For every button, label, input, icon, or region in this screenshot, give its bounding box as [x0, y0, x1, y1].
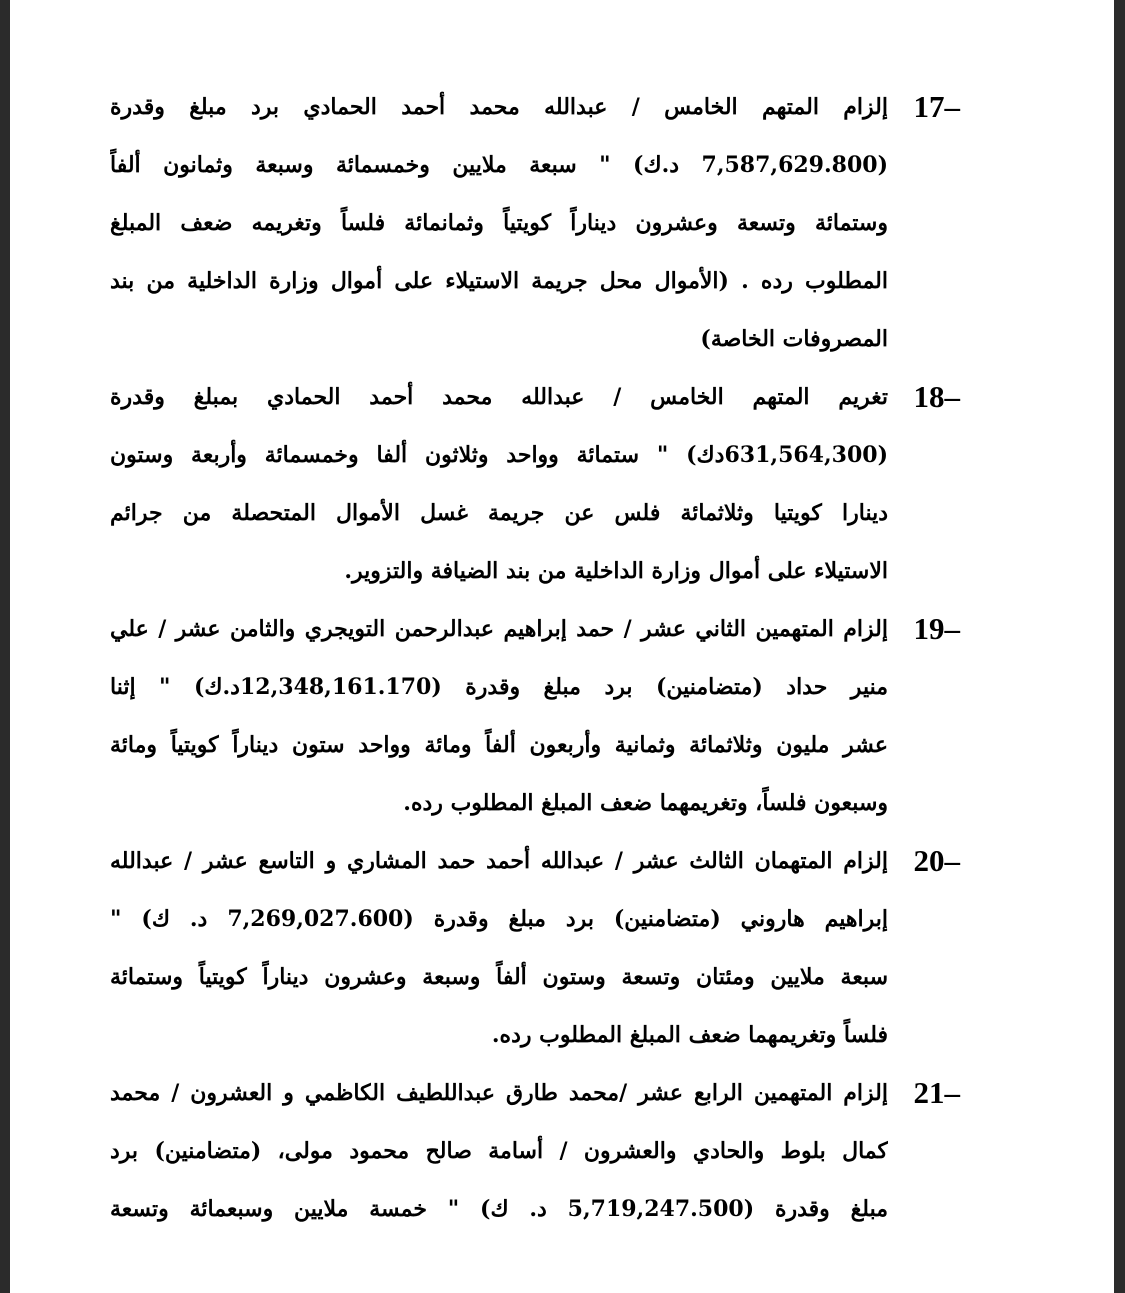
clause-number: 19–: [913, 611, 960, 646]
clause-line: (631,564,300دك) " ستمائة وواحد وثلاثون ألفا وخمسمائة وأربعة وستون: [110, 442, 888, 468]
clause-line: مبلغ وقدرة (5,719,247.500 د. ك) " خمسة ملايين وسبعمائة وتسعة: [110, 1196, 888, 1222]
clause-number: 20–: [913, 843, 960, 878]
clause-item: [110, 1064, 960, 1238]
clause-number: 21–: [913, 1075, 960, 1110]
clause-line: وسبعون فلساً، وتغريمهما ضعف المبلغ المطلوب رده.: [403, 790, 888, 816]
clause-line: سبعة ملايين ومئتان وتسعة وستون ألفاً وسبعة وعشرون ديناراً كويتياً وستمائة: [110, 964, 888, 990]
clause-line: المصروفات الخاصة): [700, 326, 888, 352]
clause-item: [110, 832, 960, 1064]
clause-line: إبراهيم هاروني (متضامنين) برد مبلغ وقدرة (7,269,027.600 د. ك) ": [110, 906, 888, 932]
clause-line: تغريم المتهم الخامس / عبدالله محمد أحمد الحمادي بمبلغ وقدرة: [110, 384, 888, 410]
clause-item: [110, 368, 960, 600]
clause-line: إلزام المتهمان الثالث عشر / عبدالله أحمد حمد المشاري و التاسع عشر / عبدالله: [110, 848, 888, 874]
clause-number: 18–: [913, 379, 960, 414]
clause-line: الاستيلاء على أموال وزارة الداخلية من بند الضيافة والتزوير.: [344, 558, 888, 584]
clause-line: عشر مليون وثلاثمائة وثمانية وأربعون ألفاً ومائة وواحد ستون ديناراً كويتياً ومائة: [110, 732, 888, 758]
clause-line: إلزام المتهمين الثاني عشر / حمد إبراهيم عبدالرحمن التويجري والثامن عشر / علي: [110, 616, 888, 642]
clause-item: [110, 600, 960, 832]
clause-item: [110, 78, 960, 368]
judgment-text: [110, 78, 960, 1238]
clause-text: [110, 368, 888, 600]
clause-line: كمال بلوط والحادي والعشرون / أسامة صالح محمود مولى، (متضامنين) برد: [110, 1138, 888, 1164]
clause-line: المطلوب رده . (الأموال محل جريمة الاستيلاء على أموال وزارة الداخلية من بند: [110, 268, 888, 294]
clause-text: [110, 1064, 888, 1238]
clause-text: [110, 78, 888, 368]
clause-line: وستمائة وتسعة وعشرون ديناراً كويتياً وثمانمائة فلساً وتغريمه ضعف المبلغ: [110, 210, 888, 236]
clause-line: إلزام المتهمين الرابع عشر /محمد طارق عبداللطيف الكاظمي و العشرون / محمد: [110, 1080, 888, 1106]
clause-line: فلساً وتغريمهما ضعف المبلغ المطلوب رده.: [491, 1022, 888, 1048]
clause-line: دينارا كويتيا وثلاثمائة فلس عن جريمة غسل الأموال المتحصلة من جرائم: [110, 500, 888, 526]
clause-line: منير حداد (متضامنين) برد مبلغ وقدرة (12,348,161.170د.ك) " إثنا: [110, 674, 888, 700]
document-page: [10, 0, 1114, 1293]
clause-number: 17–: [913, 89, 960, 124]
clause-text: [110, 600, 888, 832]
clause-line: (7,587,629.800 د.ك) " سبعة ملايين وخمسمائة وسبعة وثمانون ألفاً: [110, 152, 888, 178]
clause-text: [110, 832, 888, 1064]
clause-line: إلزام المتهم الخامس / عبدالله محمد أحمد الحمادي برد مبلغ وقدرة: [110, 94, 888, 120]
